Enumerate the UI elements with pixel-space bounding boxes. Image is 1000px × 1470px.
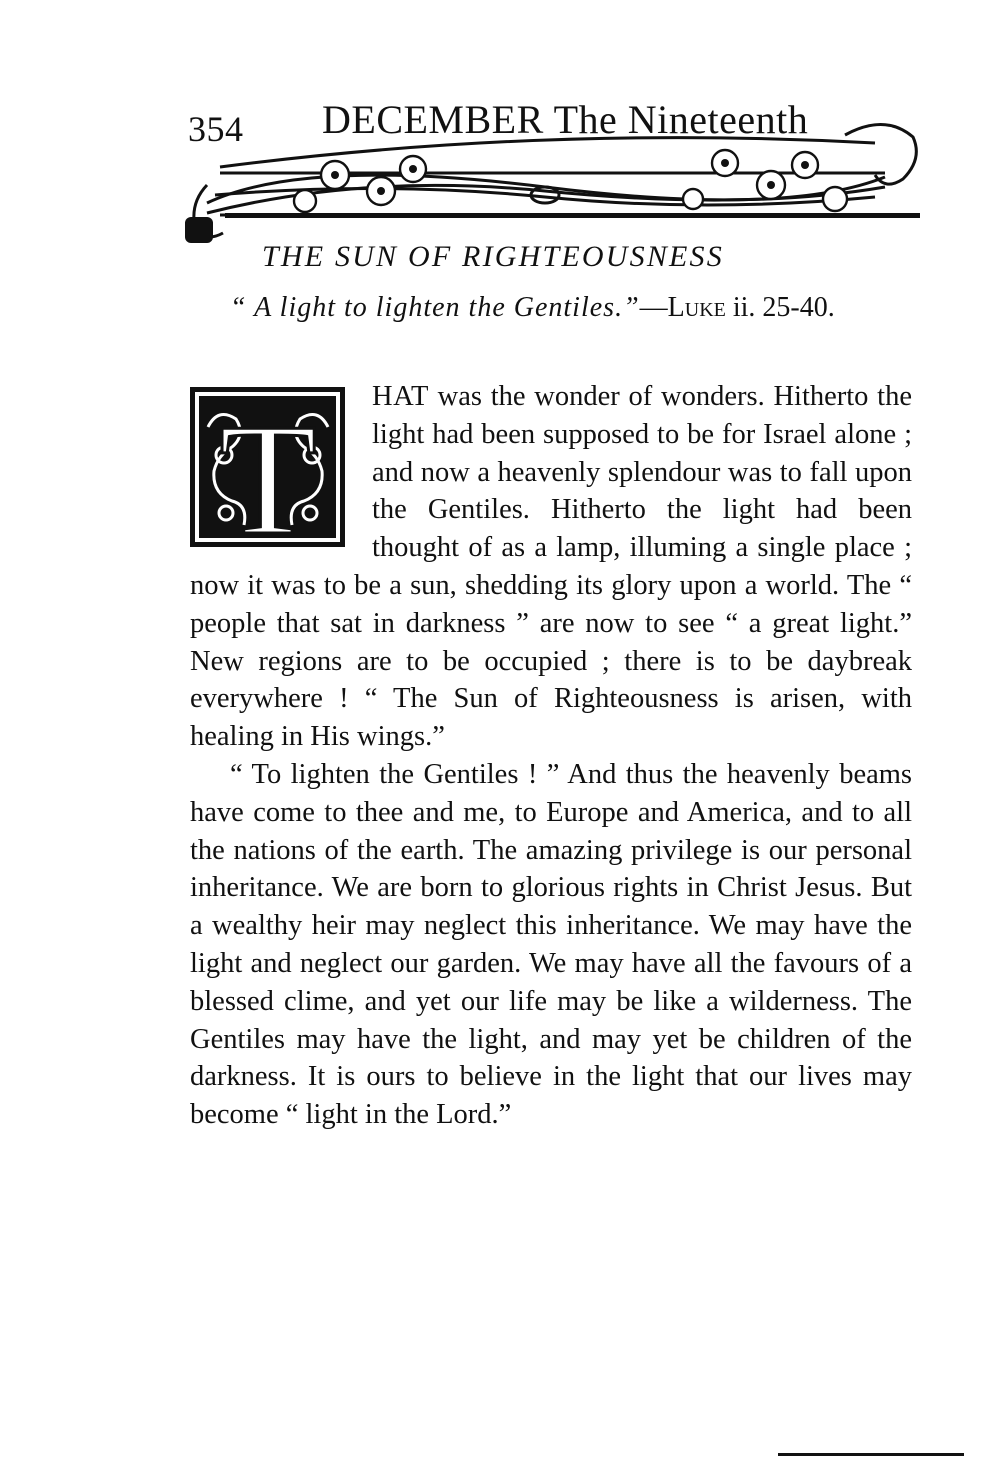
footer-rule <box>778 1453 964 1456</box>
epigraph-source-ref: ii. 25-40. <box>725 292 835 323</box>
running-title: DECEMBER The Nineteenth <box>322 97 809 142</box>
article-title: THE SUN OF RIGHTEOUSNESS <box>262 240 724 273</box>
paragraph-1-lead: HAT <box>372 381 429 412</box>
epigraph-source-book: Luke <box>667 292 726 323</box>
drop-cap-letter: T <box>219 390 317 550</box>
article-body <box>190 378 912 1134</box>
epigraph <box>190 288 912 328</box>
paragraph-1-text: was the wonder of wonders. Hitherto the light had been supposed to be for Israel alone ; and now a heavenly splendour was to fall upon the Gentiles. Hitherto the light had been thought of as a lamp, illuming a single place ; now it was to be a sun, shedding its glory upon a world. The “ people that sat in darkness ” are now to see “ a great light.” New regions are to be occupied ; there is to be daybreak everywhere ! “ The Sun of Righteousness is arisen, with healing in His wings.” <box>190 381 912 753</box>
epigraph-dash: — <box>639 292 668 323</box>
paragraph-2: “ To lighten the Gentiles ! ” And thus the heavenly beams have come to thee and me, to Europe and America, and to all the nations of the earth. The amazing privilege is our personal inheritance. We are born to glorious rights in Christ Jesus. But a wealthy heir may neglect this inheritance. We may have the light and neglect our garden. We may have all the favours of a blessed clime, and yet our life may be like a wilderness. The Gentiles may have the light, and may yet be children of the darkness. It is ours to believe in the light that our lives may become “ light in the Lord.” <box>190 758 912 1131</box>
epigraph-quote: “ A light to lighten the Gentiles.” <box>230 292 640 323</box>
floral-ornament-banner <box>185 115 920 245</box>
drop-cap-space <box>190 378 372 564</box>
page-number: 354 <box>188 109 244 149</box>
